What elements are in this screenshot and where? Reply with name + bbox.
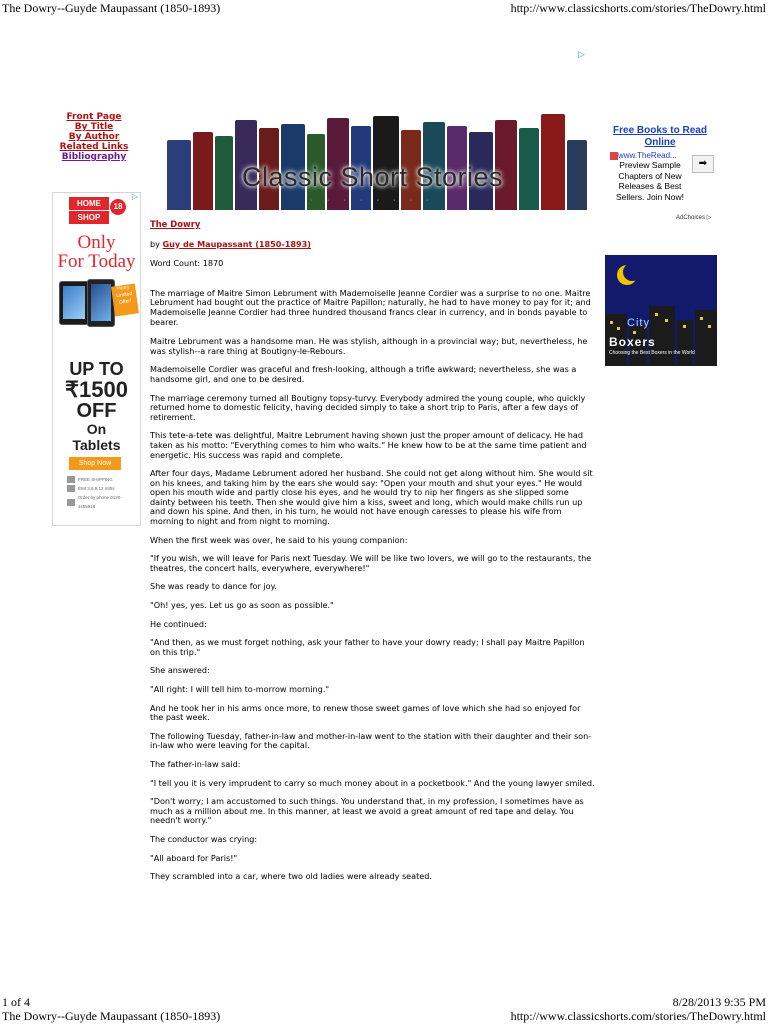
byline-prefix: by <box>150 238 163 249</box>
tablets-image <box>57 277 135 331</box>
favicon-icon <box>610 152 618 160</box>
story-paragraph: "Don't worry; I am accustomed to such things. You understand that, in my profession, I sometimes have as much as a million about me. In this manner, at least we avoid a great amount of red tape and delay. You needn't worry." <box>150 796 584 826</box>
nav-front-page[interactable]: Front Page <box>66 112 122 122</box>
story-paragraph: And he took her in his arms once more, to renew those sweet games of love which she had so enjoyed for the past week. <box>150 702 581 723</box>
story-paragraph: "And then, as we must forget nothing, ask your father to have your dowry ready; I shall pay Maitre Papillon on this trip." <box>150 637 585 657</box>
story-paragraph: The marriage of Maitre Simon Lebrument with Mademoiselle Jeanne Cordier was a surprise to no one. Maitre Lebrument had bought out the practice of Maitre Papillon; naturally, he had to have money to pay for it; and Mademoiselle Jeanne Cordier had three hundred thousand francs clear in currency, and in bonds payable to bearer. <box>150 287 591 327</box>
nav-related-links[interactable]: Related Links <box>59 142 129 152</box>
logo-shop-text: SHOP <box>69 211 109 224</box>
ad-perks <box>67 475 137 511</box>
headline-line-2: For Today <box>57 251 136 272</box>
story-paragraph: The father-in-law said: <box>150 758 241 769</box>
ad-boxers-text: Boxers <box>609 335 656 349</box>
story-title-link[interactable]: The Dowry <box>150 219 201 229</box>
story-paragraph: Maitre Lebrument was a handsome man. He was stylish, although in a provincial way; but, nevertheless, he was stylish--a rare thing at Boutigny-le-Rebours. <box>150 336 588 356</box>
discount-text <box>53 359 140 421</box>
nav-bibliography[interactable]: Bibliography <box>61 152 127 162</box>
banner-dots: • • • • • • • • <box>310 198 435 204</box>
site-banner[interactable] <box>149 108 596 210</box>
print-header-title: The Dowry--Guyde Maupassant (1850-1893) <box>2 1009 221 1023</box>
banner-title: Classic Short Stories <box>241 162 504 192</box>
arrow-right-icon[interactable]: ➡ <box>692 155 714 173</box>
nav-by-title[interactable]: By Title <box>74 122 114 132</box>
print-header <box>0 0 768 16</box>
logo-18-badge: 18 <box>110 199 126 215</box>
story-paragraph: "Oh! yes, yes. Let us go as soon as possible." <box>150 600 334 611</box>
adchoices-icon[interactable]: ▷ <box>706 215 712 221</box>
story-paragraph: The conductor was crying: <box>150 833 258 844</box>
ad-title-link[interactable]: Free Books to Read Online <box>613 125 707 148</box>
upto-label: UP TO <box>69 359 124 379</box>
off-label: OFF <box>76 400 117 422</box>
author-link[interactable]: Guy de Maupassant (1850-1893) <box>162 238 312 249</box>
ad-url-link[interactable]: www.TheRead... <box>618 151 677 160</box>
story-body <box>150 289 595 882</box>
city-boxers-ad[interactable] <box>605 255 717 366</box>
headline-line-1: Only <box>77 232 116 253</box>
ad-headline <box>53 233 140 271</box>
tablet-device <box>59 281 89 325</box>
free-books-ad[interactable] <box>604 125 716 202</box>
ad-tagline: Choosing the Best Boxers in the World <box>609 350 695 356</box>
story-paragraph: She was ready to dance for joy. <box>150 581 277 592</box>
building-shape <box>695 310 717 366</box>
story-paragraph: When the first week was over, he said to his young companion: <box>150 534 408 545</box>
story-paragraph: "All aboard for Paris!" <box>150 852 238 863</box>
print-header-title: The Dowry--Guyde Maupassant (1850-1893) <box>2 1 221 15</box>
story-paragraph: After four days, Madame Lebrument adored her husband. She could not get along without him. She would sit on his knees, and taking him by the ears she would say: "Open your mouth and shut your eyes." He would open his mouth wide and partly close his eyes, and he would try to nip her fingers as she slipped some dainty between his teeth. Then she would give him a kiss, sweet and long, which would make chills run up and down his spine. And then, in his turn, he would not have enough caresses to please his wife from morning to night and from night to morning. <box>150 468 593 527</box>
story-paragraph: She answered: <box>150 665 210 676</box>
perk-emi: EMI 3,6,9,12 mths <box>67 484 137 493</box>
perk-shipping: FREE SHIPPING <box>67 475 137 484</box>
ad-city-text: City <box>627 317 650 329</box>
story-paragraph: "All right: I will tell him to-morrow morning." <box>150 684 330 694</box>
shop-now-button[interactable]: Shop Now <box>69 457 121 470</box>
logo-home-text: HOME <box>69 197 109 210</box>
story-paragraph: The marriage ceremony turned all Boutigny topsy-turvy. Everybody admired the young couple, who quickly returned home to domestic felicity, having decided simply to take a short trip to Paris, after a few days of retirement. <box>150 392 586 422</box>
offer-sticker: Hurry Limited Offer! <box>111 283 139 316</box>
on-label: On <box>86 421 107 437</box>
adchoices-label[interactable] <box>676 214 711 221</box>
story-paragraph: They scrambled into a car, where two old ladies were already seated. <box>150 871 432 882</box>
discount-amount: ₹1500 <box>65 377 128 402</box>
story-paragraph: "I tell you it is very imprudent to carry so much money about in a pocketbook." And the young lawyer smiled. <box>150 777 595 788</box>
story-paragraph: Mademoiselle Cordier was graceful and fresh-looking, although a trifle awkward; nevertheless, she was a handsome girl, and one to be desired. <box>150 364 577 384</box>
adchoices-icon[interactable]: ▷ <box>578 50 585 60</box>
story-paragraph: "If you wish, we will leave for Paris next Tuesday. We will be like two lovers, we will go to the restaurants, the theatres, the concert halls, everywhere, everywhere!" <box>150 553 592 573</box>
ad-body-text: Preview Sample Chapters of New Releases & Best Sellers. Join Now! <box>615 160 685 202</box>
adchoices-text[interactable]: AdChoices <box>676 215 706 221</box>
nav-by-author[interactable]: By Author <box>68 132 120 142</box>
left-navigation <box>52 112 136 162</box>
print-header-repeat <box>0 1008 768 1024</box>
byline <box>150 240 595 250</box>
product-text <box>53 421 140 453</box>
homeshop-logo <box>69 197 127 227</box>
tablets-label: Tablets <box>72 437 121 453</box>
print-header-url: http://www.classicshorts.com/stories/TheDowry.html <box>510 1 766 15</box>
truck-icon <box>67 476 75 483</box>
story-paragraph: This tete-a-tete was delightful, Maitre Lebrument having shown just the proper amount of delicacy. He had taken as his motto: "Everything comes to him who waits." He knew how to be at the same time patient and energetic. His success was rapid and complete. <box>150 430 587 460</box>
page-count: 1 of 4 <box>2 995 30 1009</box>
perk-phone: Order by phone 0120-4455918 <box>67 493 137 511</box>
print-datetime: 8/28/2013 9:35 PM <box>672 995 766 1009</box>
story-article <box>150 220 595 891</box>
print-header-url: http://www.classicshorts.com/stories/TheDowry.html <box>510 1009 766 1023</box>
word-count: Word Count: 1870 <box>150 258 224 269</box>
story-paragraph: The following Tuesday, father-in-law and mother-in-law went to the station with their daughter and their son-in-law who were leaving for the capital. <box>150 730 592 751</box>
adchoices-icon[interactable]: ▷ <box>131 192 138 201</box>
homeshop-advertisement[interactable] <box>52 192 141 526</box>
story-paragraph: He continued: <box>150 618 207 629</box>
phone-icon <box>67 499 75 506</box>
card-icon <box>67 485 75 492</box>
